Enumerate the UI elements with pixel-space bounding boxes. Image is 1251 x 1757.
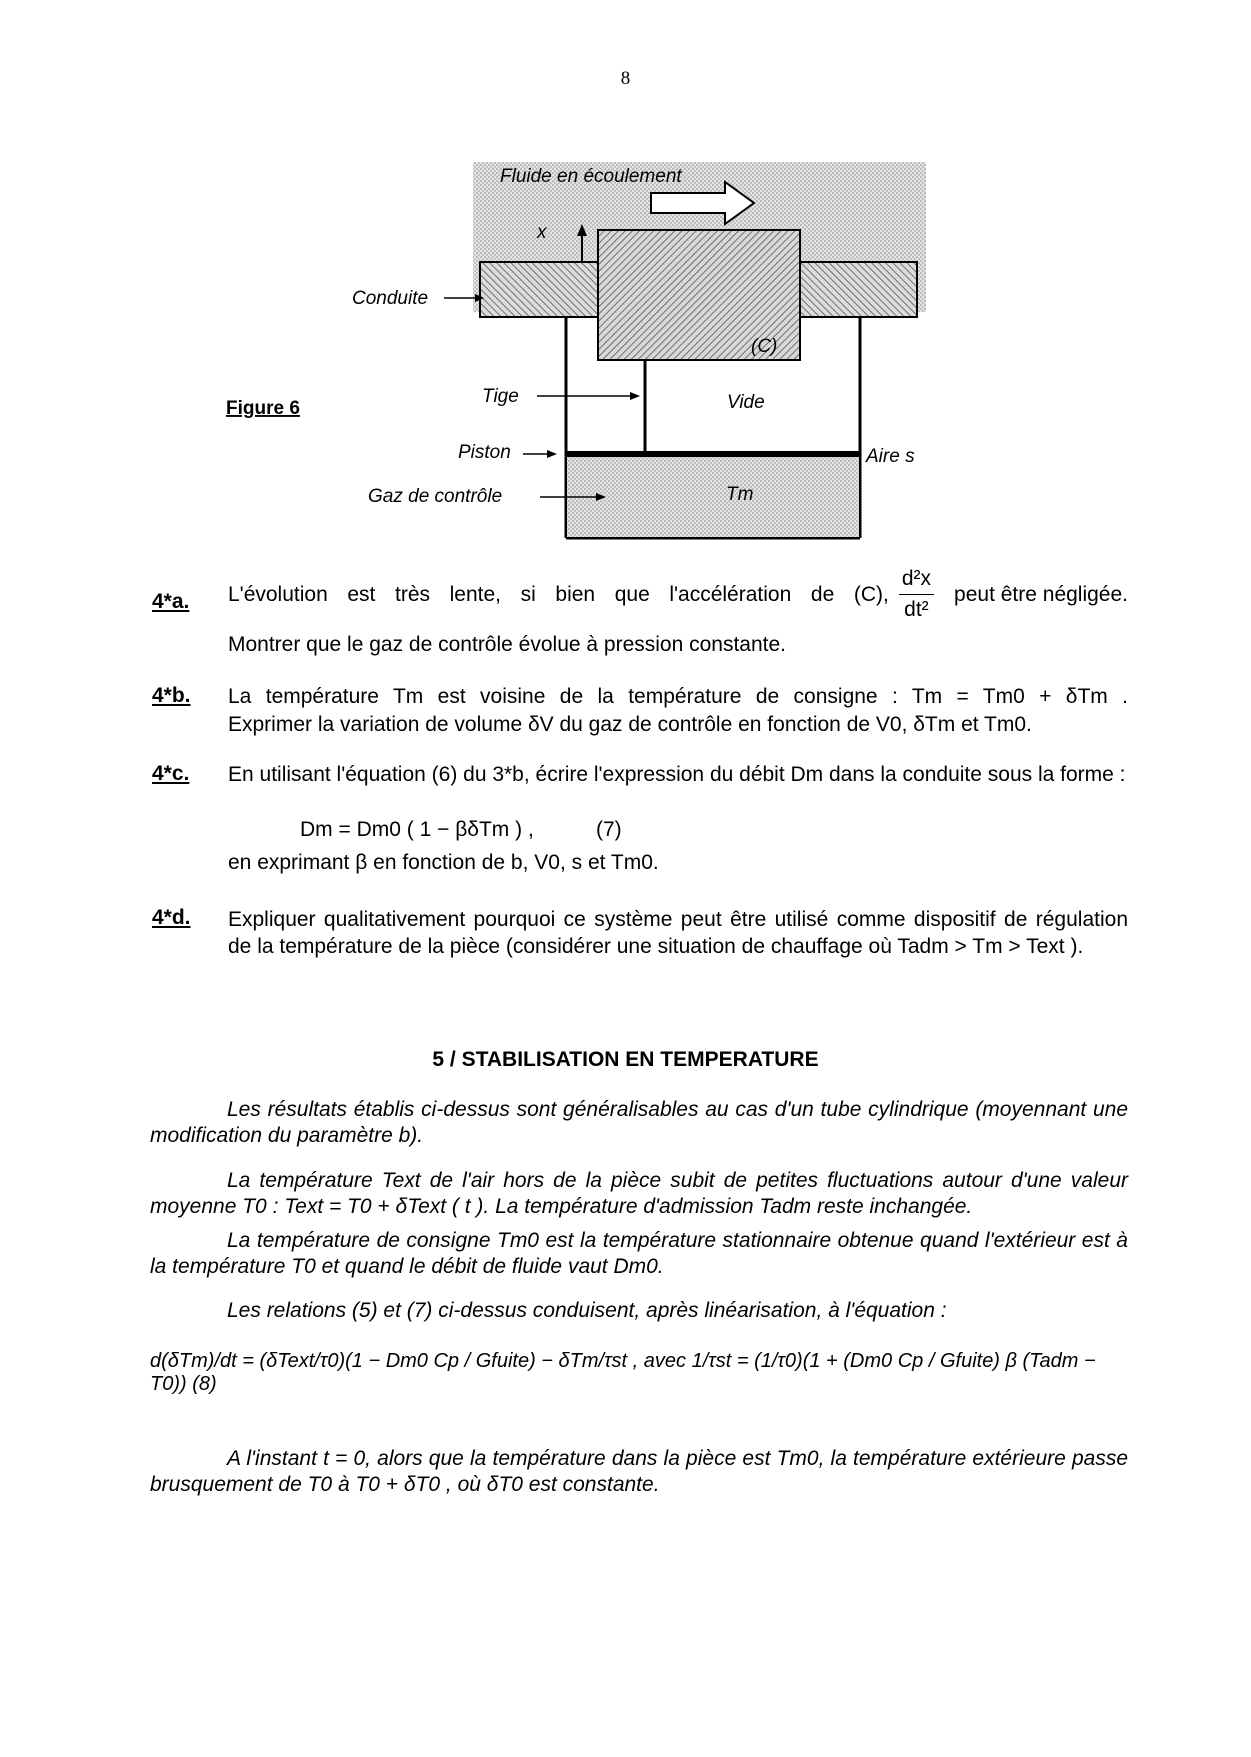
q4d-label: 4*d. <box>152 906 191 929</box>
q4c-line1: En utilisant l'équation (6) du 3*b, écrire l'expression du débit Dm dans la conduite sous la forme : <box>228 763 1126 786</box>
c-label: (C) <box>751 336 778 357</box>
aire-label: Aire s <box>866 446 915 467</box>
q4a-text-end: peut être négligée. <box>954 582 1128 606</box>
q4c-line3: en exprimant β en fonction de b, V0, s et Tm0. <box>228 851 659 874</box>
tige-label: Tige <box>482 386 519 407</box>
gaz-region <box>567 457 859 537</box>
page-number: 8 <box>620 68 631 89</box>
piston-label: Piston <box>458 442 511 463</box>
conduite-wall-left <box>480 262 598 317</box>
piston <box>567 451 859 457</box>
q4d-text: Expliquer qualitativement pourquoi ce système peut être utilisé comme dispositif de régulation de la température de la pièce (considérer une situation de chauffage où Tadm > Tm > Text ). <box>228 908 1128 958</box>
section-p3: La température de consigne Tm0 est la température stationnaire obtenue quand l'extérieur est à la température T0 et quand le débit de fluide vaut Dm0. <box>150 1229 1128 1278</box>
section-p5: A l'instant t = 0, alors que la température dans la pièce est Tm0, la température extérieure passe brusquement de T0 à T0 + δT0 , où δT0 est constante. <box>150 1447 1128 1496</box>
gaz-label: Gaz de contrôle <box>368 486 503 507</box>
q4a-derivative: $\frac{\text{d²x}}{\text{dt²}}$ <box>899 566 934 623</box>
section-p2: La température Text de l'air hors de la pièce subit de petites fluctuations autour d'une valeur moyenne T0 : Text = T0 + δText ( t ). La température d'admission Tadm reste inchangée. <box>150 1169 1128 1218</box>
figure-label: Figure 6 <box>226 398 300 419</box>
figure-6-diagram <box>0 0 1251 560</box>
conduite-wall-right <box>800 262 917 317</box>
vide-label: Vide <box>727 392 765 413</box>
equation-8: d(δTm)/dt = (δText/τ0)(1 − Dm0 Cp / Gfuite) − δTm/τst , avec 1/τst = (1/τ0)(1 + (Dm0 Cp / Gfuite) β (Tadm − T0)) (8) <box>150 1350 1096 1395</box>
q4b-line1: La température Tm est voisine de la température de consigne : Tm = Tm0 + δTm . <box>228 685 1128 708</box>
q4c-equation: Dm = Dm0 ( 1 − βδTm ) , <box>300 818 534 841</box>
q4a-line2: Montrer que le gaz de contrôle évolue à pression constante. <box>228 633 787 656</box>
section-title: 5 / STABILISATION EN TEMPERATURE <box>432 1048 819 1071</box>
x-label: x <box>537 222 547 243</box>
section-p1: Les résultats établis ci-dessus sont généralisables au cas d'un tube cylindrique (moyennant une modification du paramètre b). <box>150 1098 1128 1147</box>
q4a-line1 <box>228 566 1128 626</box>
q4a-label: 4*a. <box>152 590 190 613</box>
conduite-label: Conduite <box>352 288 429 309</box>
fluid-label: Fluide en écoulement <box>500 166 682 187</box>
q4c-label: 4*c. <box>152 762 190 785</box>
q4c-eq-number: (7) <box>596 818 622 841</box>
q4b-label: 4*b. <box>152 684 191 707</box>
q4b-line2: Exprimer la variation de volume δV du gaz de contrôle en fonction de V0, δTm et Tm0. <box>228 713 1032 736</box>
section-p4: Les relations (5) et (7) ci-dessus conduisent, après linéarisation, à l'équation : <box>227 1299 947 1322</box>
tm-label: Tm <box>726 484 754 505</box>
q4a-text-start: L'évolution est très lente, si bien que l'accélération de (C), <box>228 582 889 606</box>
